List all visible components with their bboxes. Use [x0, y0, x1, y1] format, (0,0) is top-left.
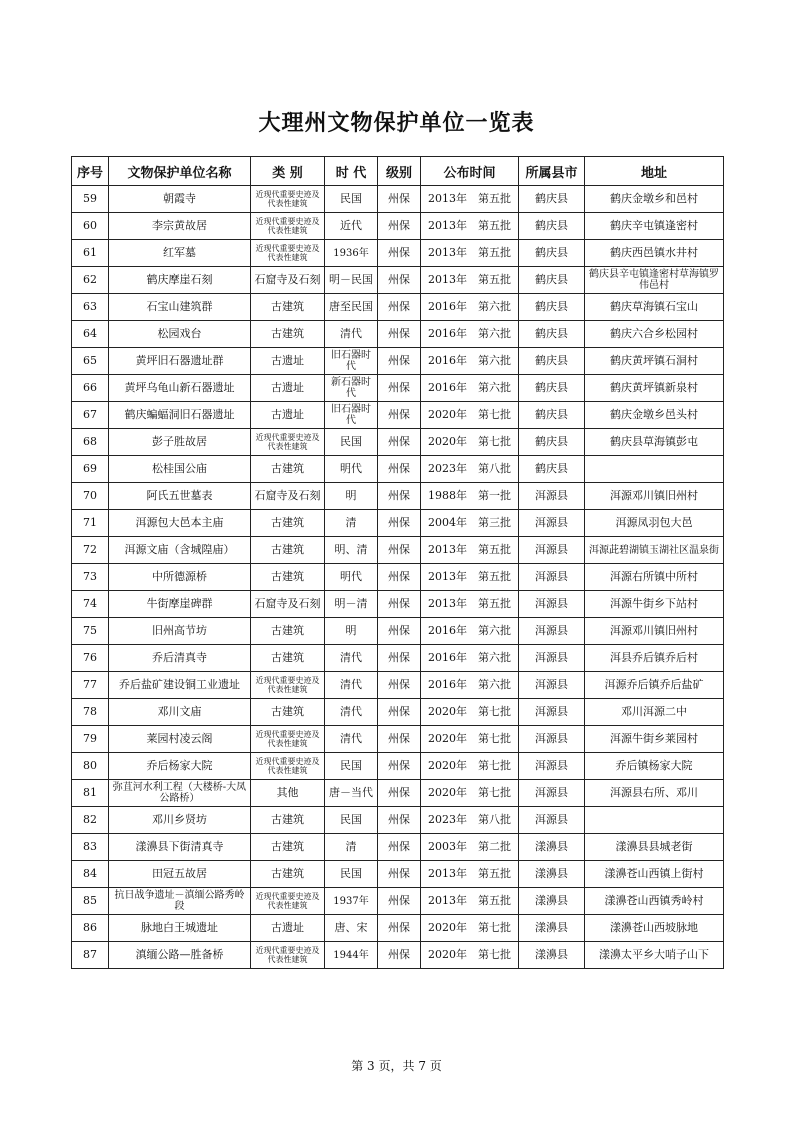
cell-col-level: 州保 [378, 402, 421, 429]
cell-col-level: 州保 [378, 834, 421, 861]
table-row [72, 321, 724, 348]
cell-col-address [585, 456, 724, 483]
cell-col-level: 州保 [378, 915, 421, 942]
cell-col-category: 近现代重要史迹及代表性建筑 [251, 942, 325, 969]
page-footer: 第 3 页，共 7 页 [351, 1059, 442, 1073]
cell-col-level: 州保 [378, 645, 421, 672]
cell-col-name: 朝霞寺 [109, 186, 251, 213]
cell-col-county: 鹤庆县 [519, 348, 585, 375]
cell-col-county: 洱源县 [519, 699, 585, 726]
cell-col-era: 新石器时代 [325, 375, 378, 402]
cell-col-address: 洱县乔后镇乔后村 [585, 645, 724, 672]
cell-col-published: 2016年 第六批 [421, 294, 519, 321]
cell-col-published: 2013年 第五批 [421, 240, 519, 267]
table-row [72, 591, 724, 618]
cell-col-era: 清代 [325, 726, 378, 753]
cell-col-category: 古建筑 [251, 861, 325, 888]
cell-col-county: 洱源县 [519, 618, 585, 645]
cell-col-category: 古建筑 [251, 618, 325, 645]
cell-col-county: 漾濞县 [519, 888, 585, 915]
cell-col-category: 古建筑 [251, 834, 325, 861]
cell-col-published: 2016年 第六批 [421, 375, 519, 402]
cell-col-county: 鹤庆县 [519, 402, 585, 429]
cell-col-era: 明－民国 [325, 267, 378, 294]
cell-col-era: 旧石器时代 [325, 402, 378, 429]
cell-col-era: 清 [325, 510, 378, 537]
cell-col-county: 鹤庆县 [519, 456, 585, 483]
cell-col-name: 黄坪旧石器遗址群 [109, 348, 251, 375]
cell-col-name: 漾濞县下街清真寺 [109, 834, 251, 861]
cell-col-level: 州保 [378, 780, 421, 807]
cell-col-category: 近现代重要史迹及代表性建筑 [251, 429, 325, 456]
cell-col-published: 2023年 第八批 [421, 456, 519, 483]
cell-col-category: 古建筑 [251, 510, 325, 537]
cell-col-level: 州保 [378, 564, 421, 591]
cell-col-index: 64 [72, 321, 109, 348]
cell-col-county: 洱源县 [519, 591, 585, 618]
cell-col-county: 鹤庆县 [519, 321, 585, 348]
cell-col-category: 近现代重要史迹及代表性建筑 [251, 240, 325, 267]
cell-col-index: 61 [72, 240, 109, 267]
cell-col-published: 2016年 第六批 [421, 645, 519, 672]
cell-col-era: 唐、宋 [325, 915, 378, 942]
heritage-table [71, 156, 724, 969]
cell-col-era: 清 [325, 834, 378, 861]
cell-col-level: 州保 [378, 456, 421, 483]
cell-col-index: 82 [72, 807, 109, 834]
cell-col-index: 83 [72, 834, 109, 861]
table-row [72, 699, 724, 726]
cell-col-era: 1944年 [325, 942, 378, 969]
cell-col-published: 2020年 第七批 [421, 402, 519, 429]
table-row [72, 915, 724, 942]
cell-col-name: 李宗黄故居 [109, 213, 251, 240]
table-row [72, 834, 724, 861]
cell-col-level: 州保 [378, 699, 421, 726]
cell-col-level: 州保 [378, 186, 421, 213]
cell-col-name: 邓川乡贤坊 [109, 807, 251, 834]
cell-col-era: 明、清 [325, 537, 378, 564]
cell-col-published: 2013年 第五批 [421, 591, 519, 618]
cell-col-level: 州保 [378, 375, 421, 402]
cell-col-address: 洱源县右所、邓川 [585, 780, 724, 807]
cell-col-era: 旧石器时代 [325, 348, 378, 375]
cell-col-county: 漾濞县 [519, 834, 585, 861]
cell-col-address: 鹤庆辛屯镇逢密村 [585, 213, 724, 240]
cell-col-index: 85 [72, 888, 109, 915]
cell-col-index: 86 [72, 915, 109, 942]
table-header-row [72, 157, 724, 186]
table-row [72, 888, 724, 915]
cell-col-level: 州保 [378, 294, 421, 321]
cell-col-level: 州保 [378, 861, 421, 888]
cell-col-address: 洱源乔后镇乔后盐矿 [585, 672, 724, 699]
cell-col-era: 民国 [325, 807, 378, 834]
header-col-county: 所属县市 [519, 157, 585, 186]
cell-col-index: 72 [72, 537, 109, 564]
cell-col-index: 67 [72, 402, 109, 429]
cell-col-county: 洱源县 [519, 537, 585, 564]
cell-col-published: 2013年 第五批 [421, 213, 519, 240]
cell-col-address: 鹤庆金墩乡邑头村 [585, 402, 724, 429]
table-row [72, 780, 724, 807]
cell-col-name: 红军墓 [109, 240, 251, 267]
cell-col-county: 漾濞县 [519, 861, 585, 888]
cell-col-level: 州保 [378, 267, 421, 294]
cell-col-county: 洱源县 [519, 510, 585, 537]
table-body [72, 186, 724, 969]
cell-col-county: 漾濞县 [519, 942, 585, 969]
cell-col-address: 漾濞县县城老街 [585, 834, 724, 861]
cell-col-address: 乔后镇杨家大院 [585, 753, 724, 780]
cell-col-county: 鹤庆县 [519, 213, 585, 240]
cell-col-county: 洱源县 [519, 807, 585, 834]
cell-col-era: 明代 [325, 456, 378, 483]
cell-col-name: 松桂国公庙 [109, 456, 251, 483]
cell-col-category: 古遗址 [251, 348, 325, 375]
cell-col-address: 洱源牛街乡下站村 [585, 591, 724, 618]
cell-col-era: 近代 [325, 213, 378, 240]
cell-col-category: 古建筑 [251, 699, 325, 726]
cell-col-name: 鹤庆摩崖石刻 [109, 267, 251, 294]
table-row [72, 456, 724, 483]
cell-col-level: 州保 [378, 429, 421, 456]
cell-col-category: 近现代重要史迹及代表性建筑 [251, 726, 325, 753]
cell-col-name: 田冠五故居 [109, 861, 251, 888]
cell-col-name: 莱园村凌云阁 [109, 726, 251, 753]
cell-col-address: 洱源邓川镇旧州村 [585, 618, 724, 645]
cell-col-address: 鹤庆金墩乡和邑村 [585, 186, 724, 213]
table-row [72, 240, 724, 267]
cell-col-category: 古遗址 [251, 375, 325, 402]
cell-col-published: 2020年 第七批 [421, 915, 519, 942]
cell-col-address: 鹤庆六合乡松园村 [585, 321, 724, 348]
cell-col-address: 洱源凤羽包大邑 [585, 510, 724, 537]
cell-col-name: 抗日战争遗址－滇缅公路秀岭段 [109, 888, 251, 915]
cell-col-index: 59 [72, 186, 109, 213]
cell-col-name: 松园戏台 [109, 321, 251, 348]
cell-col-index: 71 [72, 510, 109, 537]
cell-col-county: 漾濞县 [519, 915, 585, 942]
cell-col-level: 州保 [378, 537, 421, 564]
header-col-category: 类 别 [251, 157, 325, 186]
cell-col-index: 63 [72, 294, 109, 321]
cell-col-level: 州保 [378, 753, 421, 780]
cell-col-category: 石窟寺及石刻 [251, 591, 325, 618]
table-row [72, 807, 724, 834]
cell-col-published: 2020年 第七批 [421, 699, 519, 726]
page-title: 大理州文物保护单位一览表 [258, 110, 535, 136]
cell-col-category: 古建筑 [251, 294, 325, 321]
cell-col-category: 近现代重要史迹及代表性建筑 [251, 213, 325, 240]
cell-col-name: 洱源包大邑本主庙 [109, 510, 251, 537]
header-col-era: 时 代 [325, 157, 378, 186]
cell-col-category: 近现代重要史迹及代表性建筑 [251, 888, 325, 915]
table-row [72, 645, 724, 672]
cell-col-category: 近现代重要史迹及代表性建筑 [251, 753, 325, 780]
cell-col-era: 民国 [325, 753, 378, 780]
cell-col-index: 62 [72, 267, 109, 294]
cell-col-address: 鹤庆黄坪镇石洞村 [585, 348, 724, 375]
cell-col-county: 鹤庆县 [519, 267, 585, 294]
cell-col-era: 民国 [325, 429, 378, 456]
cell-col-category: 古建筑 [251, 321, 325, 348]
cell-col-name: 中所德源桥 [109, 564, 251, 591]
cell-col-index: 66 [72, 375, 109, 402]
cell-col-index: 79 [72, 726, 109, 753]
table-row [72, 402, 724, 429]
cell-col-category: 古遗址 [251, 402, 325, 429]
cell-col-name: 乔后清真寺 [109, 645, 251, 672]
table-row [72, 267, 724, 294]
cell-col-county: 鹤庆县 [519, 375, 585, 402]
cell-col-county: 洱源县 [519, 753, 585, 780]
table-row [72, 510, 724, 537]
cell-col-level: 州保 [378, 591, 421, 618]
cell-col-published: 2023年 第八批 [421, 807, 519, 834]
cell-col-category: 古建筑 [251, 456, 325, 483]
cell-col-level: 州保 [378, 483, 421, 510]
cell-col-published: 2013年 第五批 [421, 888, 519, 915]
table-row [72, 483, 724, 510]
cell-col-county: 鹤庆县 [519, 294, 585, 321]
cell-col-index: 70 [72, 483, 109, 510]
cell-col-name: 鹤庆蝙蝠洞旧石器遗址 [109, 402, 251, 429]
cell-col-category: 古建筑 [251, 537, 325, 564]
table-row [72, 753, 724, 780]
cell-col-published: 2013年 第五批 [421, 186, 519, 213]
cell-col-era: 明 [325, 483, 378, 510]
cell-col-category: 古建筑 [251, 807, 325, 834]
table-row [72, 348, 724, 375]
cell-col-level: 州保 [378, 807, 421, 834]
cell-col-address: 洱源茈碧湖镇玉湖社区温泉街 [585, 537, 724, 564]
cell-col-level: 州保 [378, 618, 421, 645]
cell-col-index: 65 [72, 348, 109, 375]
table-row [72, 429, 724, 456]
cell-col-address: 鹤庆县草海镇彭屯 [585, 429, 724, 456]
cell-col-address: 漾濞苍山西镇上街村 [585, 861, 724, 888]
table-row [72, 375, 724, 402]
cell-col-name: 弥苴河水利工程（大楼桥-大凤公路桥） [109, 780, 251, 807]
cell-col-category: 石窟寺及石刻 [251, 267, 325, 294]
cell-col-name: 滇缅公路—胜备桥 [109, 942, 251, 969]
cell-col-county: 鹤庆县 [519, 429, 585, 456]
cell-col-address: 漾濞苍山西坡脉地 [585, 915, 724, 942]
cell-col-published: 2016年 第六批 [421, 672, 519, 699]
cell-col-county: 洱源县 [519, 780, 585, 807]
cell-col-county: 洱源县 [519, 564, 585, 591]
cell-col-published: 2020年 第七批 [421, 753, 519, 780]
table-row [72, 213, 724, 240]
cell-col-level: 州保 [378, 348, 421, 375]
cell-col-category: 近现代重要史迹及代表性建筑 [251, 186, 325, 213]
cell-col-address: 洱源右所镇中所村 [585, 564, 724, 591]
cell-col-era: 清代 [325, 672, 378, 699]
table-row [72, 942, 724, 969]
header-col-name: 文物保护单位名称 [109, 157, 251, 186]
cell-col-name: 彭子胜故居 [109, 429, 251, 456]
cell-col-published: 2013年 第五批 [421, 537, 519, 564]
cell-col-index: 60 [72, 213, 109, 240]
cell-col-level: 州保 [378, 726, 421, 753]
cell-col-county: 洱源县 [519, 726, 585, 753]
cell-col-address [585, 807, 724, 834]
cell-col-county: 洱源县 [519, 645, 585, 672]
header-col-published: 公布时间 [421, 157, 519, 186]
cell-col-category: 古遗址 [251, 915, 325, 942]
cell-col-category: 古建筑 [251, 645, 325, 672]
table-row [72, 618, 724, 645]
table-row [72, 537, 724, 564]
cell-col-name: 乔后盐矿建设铜工业遗址 [109, 672, 251, 699]
cell-col-published: 2004年 第三批 [421, 510, 519, 537]
cell-col-index: 75 [72, 618, 109, 645]
cell-col-county: 鹤庆县 [519, 240, 585, 267]
cell-col-published: 2016年 第六批 [421, 321, 519, 348]
cell-col-address: 漾濞苍山西镇秀岭村 [585, 888, 724, 915]
cell-col-published: 2003年 第二批 [421, 834, 519, 861]
cell-col-county: 洱源县 [519, 672, 585, 699]
cell-col-name: 石宝山建筑群 [109, 294, 251, 321]
table-row [72, 672, 724, 699]
cell-col-category: 古建筑 [251, 564, 325, 591]
cell-col-published: 2013年 第五批 [421, 564, 519, 591]
cell-col-index: 84 [72, 861, 109, 888]
cell-col-era: 民国 [325, 861, 378, 888]
cell-col-name: 旧州高节坊 [109, 618, 251, 645]
header-col-level: 级别 [378, 157, 421, 186]
cell-col-category: 其他 [251, 780, 325, 807]
cell-col-level: 州保 [378, 510, 421, 537]
cell-col-address: 鹤庆县辛屯镇逢密村草海镇罗伟邑村 [585, 267, 724, 294]
cell-col-address: 洱源牛街乡莱园村 [585, 726, 724, 753]
cell-col-address: 鹤庆黄坪镇新泉村 [585, 375, 724, 402]
table-row [72, 186, 724, 213]
cell-col-era: 明 [325, 618, 378, 645]
header-col-address: 地址 [585, 157, 724, 186]
cell-col-name: 脉地白王城遗址 [109, 915, 251, 942]
cell-col-address: 邓川洱源二中 [585, 699, 724, 726]
table-row [72, 294, 724, 321]
cell-col-era: 民国 [325, 186, 378, 213]
cell-col-published: 2020年 第七批 [421, 429, 519, 456]
cell-col-published: 2013年 第五批 [421, 861, 519, 888]
cell-col-era: 清代 [325, 321, 378, 348]
cell-col-index: 73 [72, 564, 109, 591]
cell-col-address: 鹤庆西邑镇水井村 [585, 240, 724, 267]
cell-col-address: 漾濞太平乡大哨子山下 [585, 942, 724, 969]
cell-col-published: 2020年 第七批 [421, 942, 519, 969]
cell-col-level: 州保 [378, 888, 421, 915]
cell-col-published: 2020年 第七批 [421, 780, 519, 807]
cell-col-category: 近现代重要史迹及代表性建筑 [251, 672, 325, 699]
cell-col-county: 鹤庆县 [519, 186, 585, 213]
cell-col-name: 黄坪乌龟山新石器遗址 [109, 375, 251, 402]
cell-col-era: 1937年 [325, 888, 378, 915]
cell-col-era: 明代 [325, 564, 378, 591]
cell-col-index: 77 [72, 672, 109, 699]
cell-col-county: 洱源县 [519, 483, 585, 510]
table-row [72, 726, 724, 753]
table-row [72, 861, 724, 888]
cell-col-index: 74 [72, 591, 109, 618]
cell-col-name: 乔后杨家大院 [109, 753, 251, 780]
cell-col-index: 80 [72, 753, 109, 780]
header-col-index: 序号 [72, 157, 109, 186]
cell-col-name: 牛街摩崖碑群 [109, 591, 251, 618]
cell-col-index: 69 [72, 456, 109, 483]
cell-col-address: 洱源邓川镇旧州村 [585, 483, 724, 510]
cell-col-published: 2013年 第五批 [421, 267, 519, 294]
cell-col-address: 鹤庆草海镇石宝山 [585, 294, 724, 321]
cell-col-era: 唐至民国 [325, 294, 378, 321]
cell-col-name: 邓川文庙 [109, 699, 251, 726]
cell-col-level: 州保 [378, 240, 421, 267]
cell-col-level: 州保 [378, 213, 421, 240]
cell-col-name: 洱源文庙（含城隍庙） [109, 537, 251, 564]
cell-col-published: 2016年 第六批 [421, 618, 519, 645]
cell-col-index: 81 [72, 780, 109, 807]
cell-col-level: 州保 [378, 321, 421, 348]
cell-col-era: 清代 [325, 699, 378, 726]
cell-col-name: 阿氏五世墓表 [109, 483, 251, 510]
cell-col-published: 1988年 第一批 [421, 483, 519, 510]
cell-col-era: 1936年 [325, 240, 378, 267]
cell-col-level: 州保 [378, 672, 421, 699]
cell-col-published: 2020年 第七批 [421, 726, 519, 753]
cell-col-era: 明－清 [325, 591, 378, 618]
cell-col-published: 2016年 第六批 [421, 348, 519, 375]
cell-col-index: 76 [72, 645, 109, 672]
cell-col-level: 州保 [378, 942, 421, 969]
cell-col-index: 68 [72, 429, 109, 456]
cell-col-era: 唐－当代 [325, 780, 378, 807]
cell-col-index: 87 [72, 942, 109, 969]
cell-col-era: 清代 [325, 645, 378, 672]
cell-col-category: 石窟寺及石刻 [251, 483, 325, 510]
cell-col-index: 78 [72, 699, 109, 726]
table-row [72, 564, 724, 591]
